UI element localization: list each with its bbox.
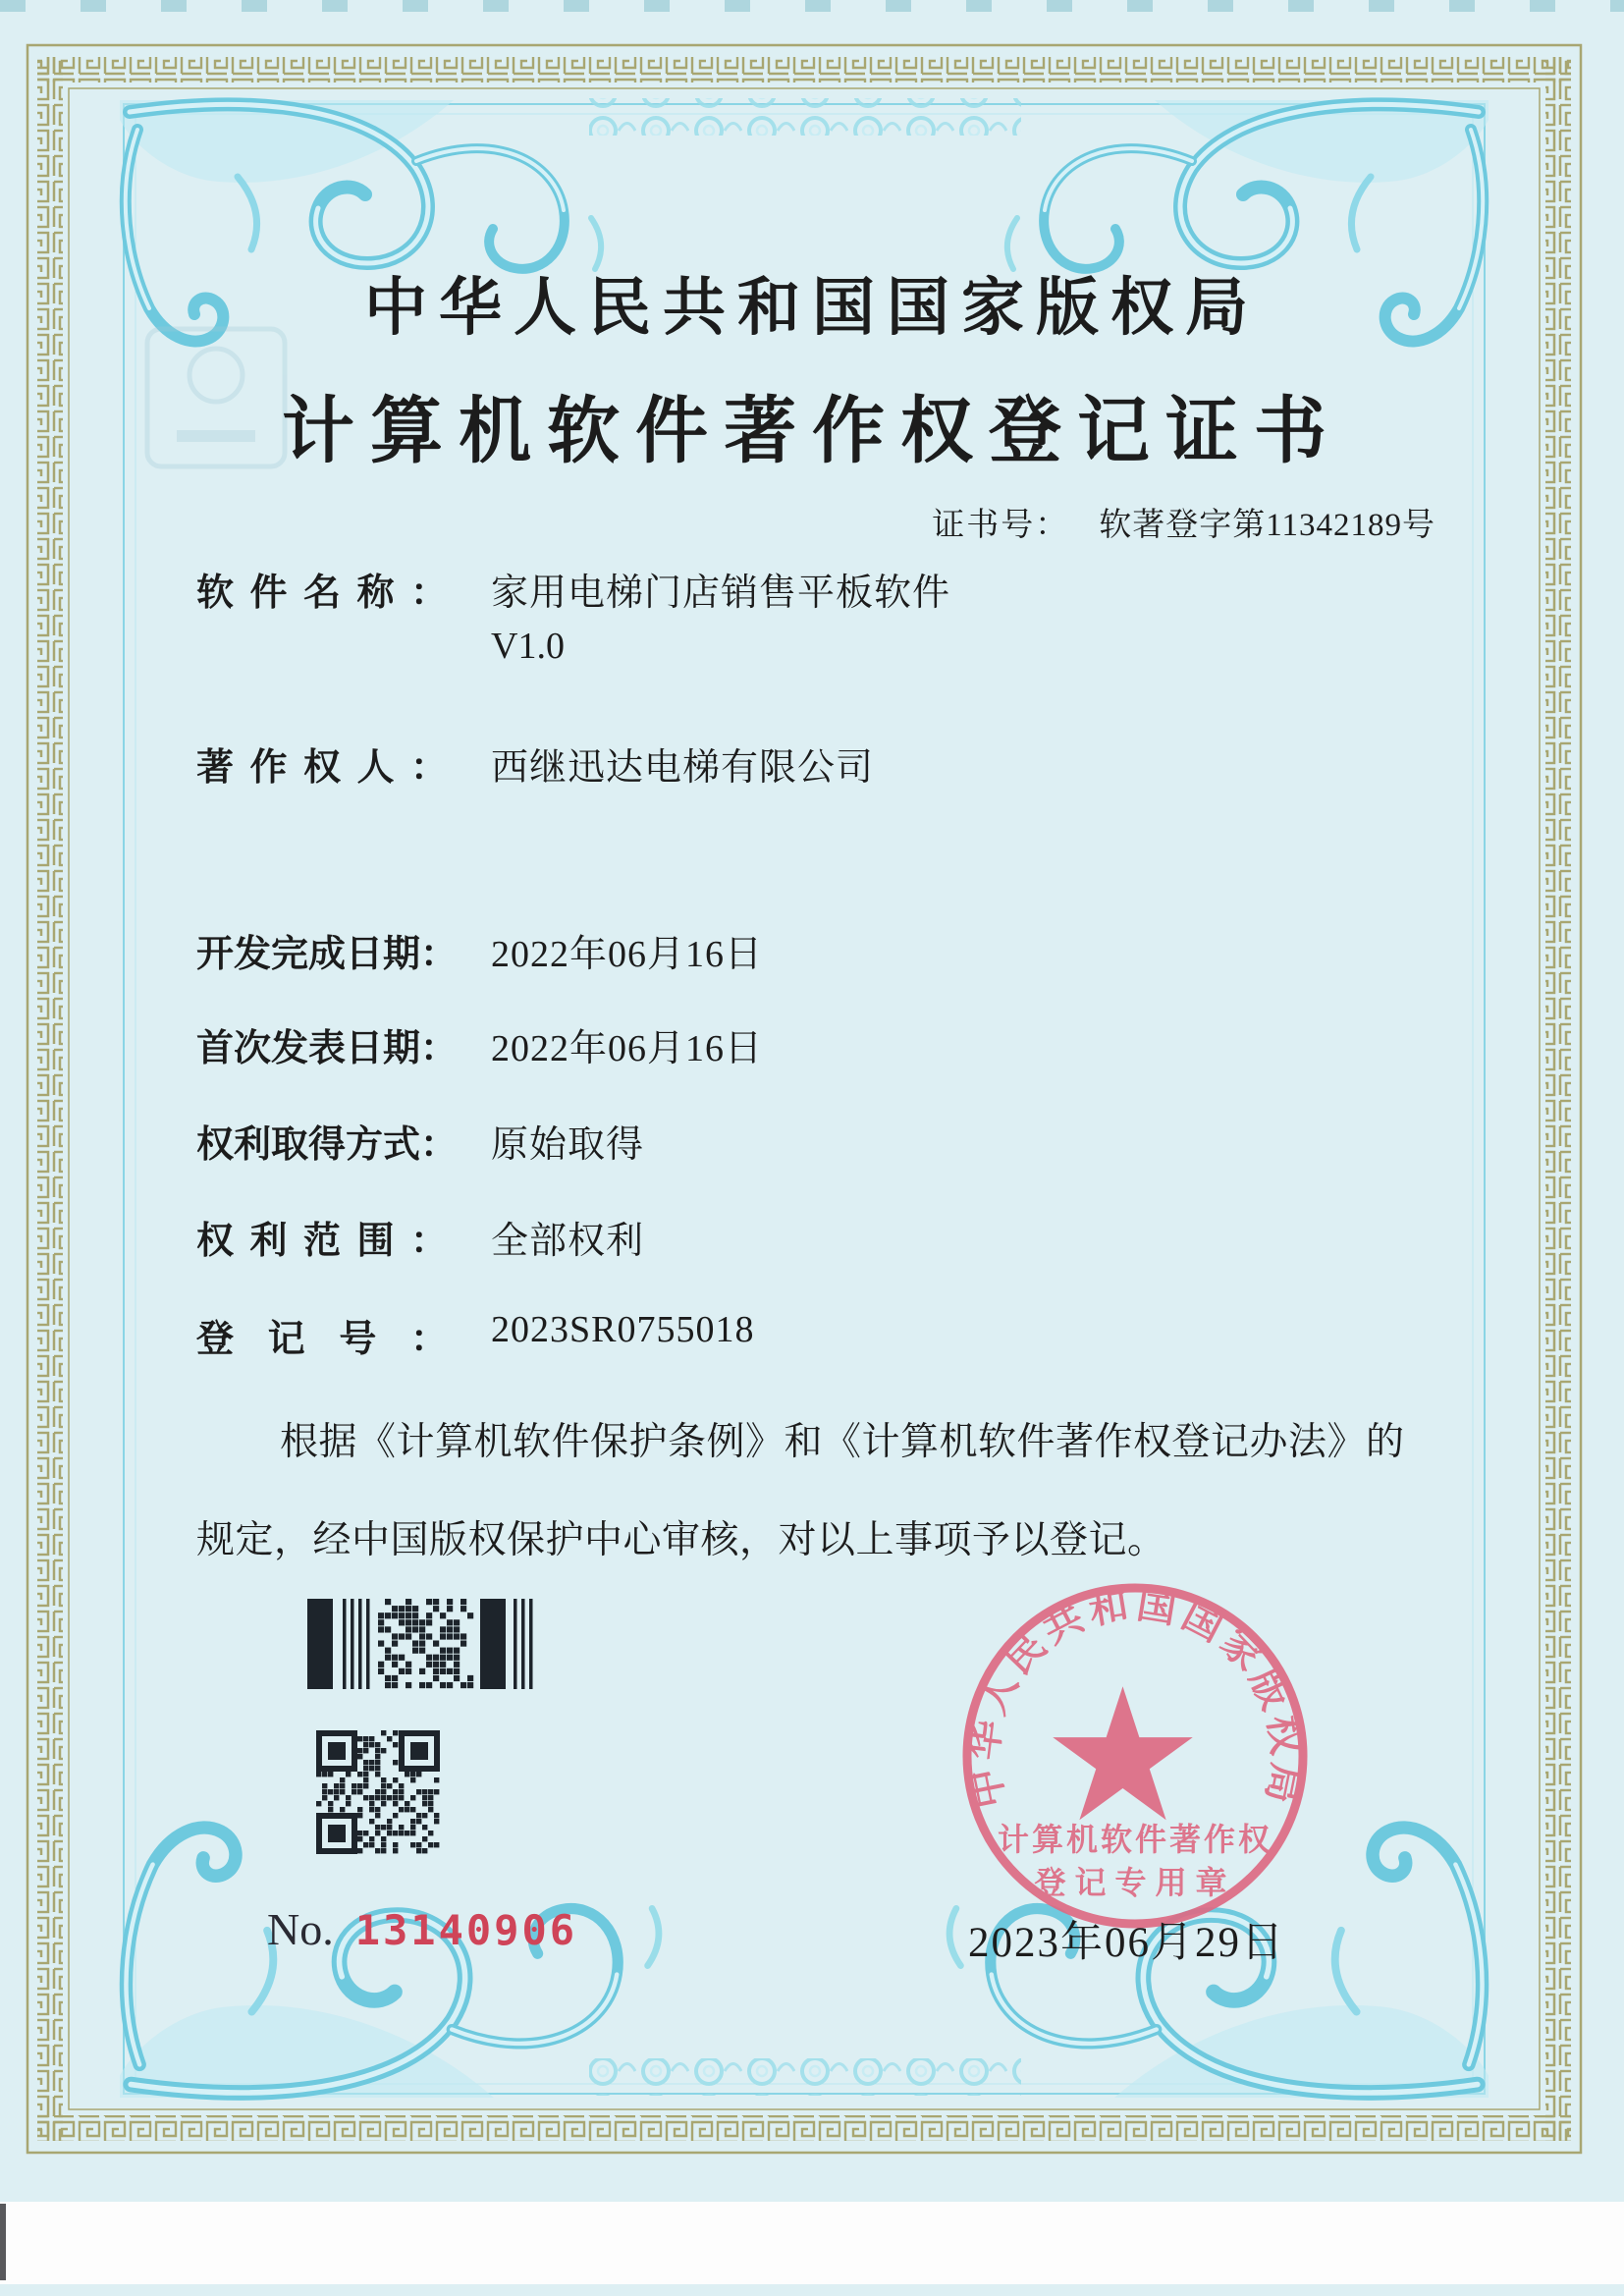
- certificate-title: 计算机软件著作权登记证书: [282, 392, 1342, 472]
- field-label: 登记号：: [196, 1319, 448, 1360]
- software-version: V1.0: [491, 626, 565, 667]
- field-label: 权利范围：: [196, 1221, 448, 1262]
- field-value: 2023SR0755018: [491, 1309, 755, 1350]
- field-row-copyright-owner: [196, 737, 1473, 791]
- field-row-rights-scope: [196, 1210, 1473, 1264]
- scan-artifact-bottom: [0, 2202, 1624, 2284]
- meander-bottom: [37, 2115, 1571, 2141]
- qr-code: [316, 1730, 440, 1854]
- serial-line: [267, 1903, 577, 1955]
- authority-title: 中华人民共和国国家版权局: [364, 273, 1260, 343]
- certificate-number-line: [932, 499, 1435, 545]
- field-label: 软件名称：: [196, 573, 448, 614]
- seal-ring-text: 中华人民共和国国家版权局: [960, 1581, 1310, 1812]
- field-row-dev-complete-date: [196, 923, 1473, 977]
- field-label: 开发完成日期：: [196, 934, 459, 975]
- scan-artifact-edge: [0, 2204, 6, 2280]
- field-value: 家用电梯门店销售平板软件: [491, 573, 951, 614]
- field-value: 2022年06月16日: [491, 1028, 764, 1069]
- field-label: 著作权人：: [196, 747, 448, 789]
- curl-band-top: [589, 98, 1021, 136]
- seal-text-line1: 计算机软件著作权: [997, 1822, 1273, 1857]
- meander-right: [1545, 57, 1571, 2141]
- certificate-number-label: 证书号：: [932, 508, 1070, 543]
- field-row-registration-no: [196, 1308, 1473, 1362]
- field-row-rights-acquisition: [196, 1114, 1473, 1168]
- field-value: 原始取得: [491, 1124, 645, 1166]
- meander-top: [37, 57, 1571, 82]
- curl-band-bottom: [589, 2058, 1021, 2096]
- issue-date: 2023年06月29日: [968, 1920, 1285, 1966]
- official-seal: [939, 1559, 1331, 1952]
- field-value: 全部权利: [491, 1221, 645, 1262]
- seal-star: [1053, 1686, 1193, 1820]
- serial-prefix: No.: [267, 1904, 334, 1954]
- seal-text-line2: 登记专用章: [1034, 1865, 1236, 1900]
- field-row-software-name: [196, 562, 1473, 616]
- corner-flourish-bottom-left: [120, 1828, 659, 2098]
- meander-left: [37, 57, 63, 2141]
- field-row-first-publish-date: [196, 1017, 1473, 1071]
- outer-gold-line: [27, 45, 1581, 2153]
- serial-number: 13140906: [354, 1906, 578, 1954]
- field-value: 2022年06月16日: [491, 934, 764, 975]
- statement-line-2: 规定，经中国版权保护中心审核，对以上事项予以登记。: [196, 1519, 1166, 1561]
- field-value: 西继迅达电梯有限公司: [491, 747, 875, 789]
- statement-line-1: 根据《计算机软件保护条例》和《计算机软件著作权登记办法》的: [280, 1421, 1405, 1463]
- barcode: [307, 1599, 543, 1689]
- certificate-number-value: 软著登字第11342189号: [1099, 508, 1435, 543]
- field-label: 首次发表日期：: [196, 1028, 459, 1069]
- field-label: 权利取得方式：: [196, 1124, 459, 1166]
